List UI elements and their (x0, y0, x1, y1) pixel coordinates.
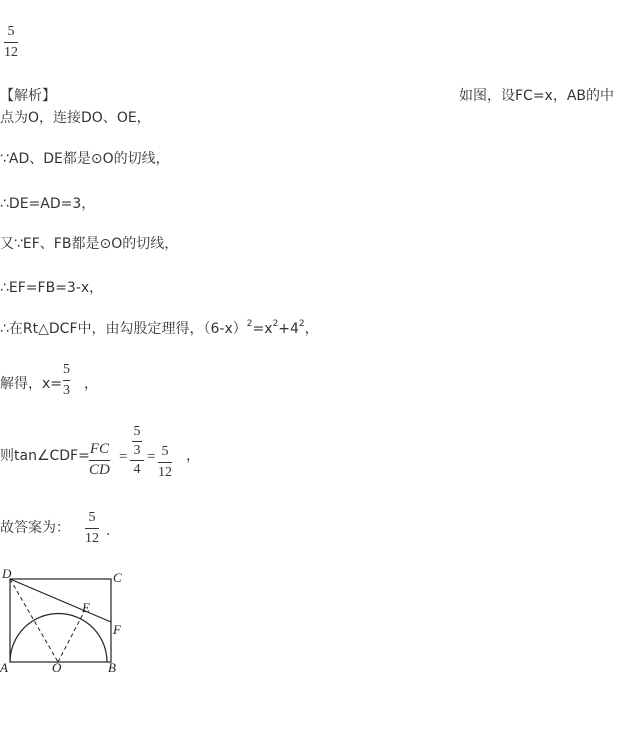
inner-denominator: 3 (133, 443, 141, 458)
answer-numerator: 5 (7, 24, 15, 39)
label-e: E (82, 600, 90, 615)
final-answer-fraction (85, 509, 99, 547)
label-c: C (113, 570, 122, 585)
solution-line-7-prefix: 解得，x= (0, 376, 63, 392)
answer-denominator: 12 (4, 45, 18, 60)
line6-exponent-3: 2 (298, 319, 305, 329)
rectangle-abcd (10, 579, 111, 662)
line6-plus: +4 (278, 321, 299, 337)
solution-line-7-suffix: ， (84, 376, 98, 392)
label-d: D (2, 566, 12, 581)
semicircle-o (10, 614, 107, 663)
x-denominator: 3 (63, 383, 70, 398)
solution-line-9-suffix: . (106, 523, 111, 539)
x-numerator: 5 (63, 362, 70, 377)
solution-line-6 (0, 318, 319, 338)
line6-suffix: ， (304, 321, 319, 337)
solution-line-4: 又∵EF、FB都是⊙O的切线， (0, 236, 179, 252)
fc-numerator: FC (89, 441, 109, 457)
line6-mid: =x (252, 321, 273, 337)
result-denominator: 12 (158, 465, 172, 480)
inner-numerator: 5 (133, 424, 141, 439)
label-o: O (52, 660, 62, 675)
solution-line-1-left: 点为O，连接DO、OE， (0, 110, 151, 126)
fraction-bar (4, 42, 18, 43)
solution-line-9-prefix: 故答案为： (0, 520, 70, 536)
fraction-bar (89, 460, 110, 461)
fraction-bar (158, 462, 172, 463)
equals-sign-1: = (119, 449, 128, 465)
fc-over-cd-fraction (89, 441, 110, 479)
label-b: B (108, 660, 116, 675)
solution-line-8-prefix: 则tan∠CDF= (0, 448, 90, 464)
outer-fraction-bar (130, 460, 144, 461)
result-fraction (158, 443, 172, 481)
tangent-line-df (10, 579, 111, 622)
label-a: A (0, 660, 8, 675)
final-denominator: 12 (85, 531, 99, 546)
solution-line-5: ∴EF=FB=3-x， (0, 280, 104, 296)
compound-fraction (130, 424, 144, 478)
line6-prefix: ∴在Rt△DCF中，由勾股定理得，（6-x） (0, 321, 247, 337)
answer-fraction (4, 23, 18, 61)
dashed-line-oe (58, 612, 84, 662)
result-numerator: 5 (161, 444, 169, 459)
solution-line-8-suffix: ， (186, 448, 200, 464)
fraction-bar (63, 380, 70, 381)
geometry-figure (0, 566, 140, 676)
outer-denominator: 4 (133, 462, 141, 477)
solution-line-3: ∴DE=AD=3， (0, 196, 96, 212)
line6-exponent-2: 2 (272, 319, 279, 329)
equals-sign-2: = (147, 449, 156, 465)
label-f: F (113, 622, 121, 637)
solution-line-2: ∵AD、DE都是⊙O的切线， (0, 151, 170, 167)
solution-line-1-right: 如图，设FC=x，AB的中 (459, 88, 615, 104)
line6-exponent-1: 2 (246, 319, 253, 329)
cd-denominator: CD (89, 462, 110, 478)
final-numerator: 5 (88, 510, 96, 525)
inner-fraction-bar (132, 441, 142, 442)
x-value-fraction (63, 361, 70, 399)
section-label: 【解析】 (0, 88, 56, 104)
fraction-bar (85, 528, 99, 529)
